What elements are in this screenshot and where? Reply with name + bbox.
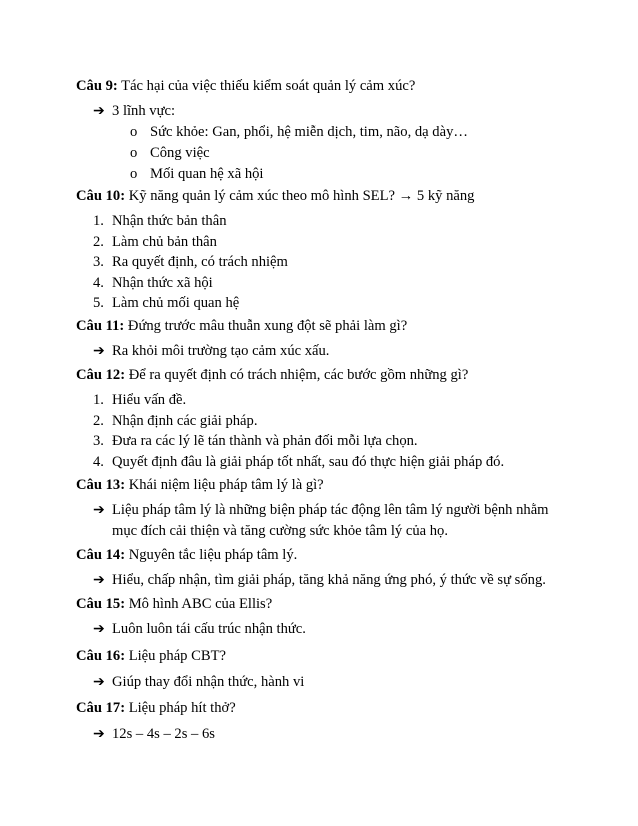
list-item-text: Làm chủ bản thân — [112, 233, 217, 250]
question-text: Tác hại của việc thiếu kiểm soát quản lý cảm xúc? — [117, 78, 416, 94]
question-label: Câu 14: — [76, 547, 126, 563]
answer-13 — [93, 500, 573, 542]
arrow-right-icon: ➔ — [93, 675, 105, 690]
list-item-text: Hiểu vấn đề. — [112, 392, 187, 408]
question-label: Câu 15: — [76, 596, 126, 612]
answer-9 — [93, 101, 573, 122]
list-item-text: Làm chủ mối quan hệ — [112, 295, 240, 311]
arrow-right-icon: → — [398, 188, 414, 204]
answer-text: Luôn luôn tái cấu trúc nhận thức. — [112, 621, 306, 637]
list-item-text: Nhận thức xã hội — [112, 274, 213, 291]
bullet-icon: o — [130, 145, 138, 161]
question-13 — [76, 476, 324, 494]
question-text: Để ra quyết định có trách nhiệm, các bước gồm những gì? — [125, 367, 469, 383]
question-17 — [76, 699, 236, 717]
answer-text-continued: mục đích cải thiện và tăng cường sức khỏe tâm lý của họ. — [112, 523, 448, 539]
arrow-right-icon: ➔ — [93, 503, 105, 518]
answer-text: 12s – 4s – 2s – 6s — [112, 726, 215, 742]
arrow-right-icon: ➔ — [93, 573, 105, 588]
question-text: Nguyên tắc liệu pháp tâm lý. — [125, 547, 298, 563]
question-text: Khái niệm liệu pháp tâm lý là gì? — [125, 477, 324, 493]
answer-text: Liệu pháp tâm lý là những biện pháp tác động lên tâm lý người bệnh nhằm — [112, 502, 549, 518]
list-item: 2. Nhận định các giải pháp. — [93, 412, 258, 429]
question-text: Mô hình ABC của Ellis? — [125, 596, 273, 612]
list-item: 2. Làm chủ bản thân — [93, 233, 217, 250]
bullet-icon: o — [130, 124, 138, 140]
sub-item-text: Công việc — [150, 145, 210, 161]
question-label: Câu 9: — [76, 78, 118, 94]
sub-item-text: Mối quan hệ xã hội — [150, 166, 264, 182]
question-text-after: 5 kỹ năng — [413, 188, 475, 204]
answer-15 — [93, 619, 573, 640]
question-15 — [76, 595, 272, 613]
question-label: Câu 10: — [76, 188, 126, 204]
list-item: 1. Hiểu vấn đề. — [93, 392, 187, 408]
list-item: 3. Ra quyết định, có trách nhiệm — [93, 254, 288, 270]
question-text: Kỹ năng quản lý cảm xúc theo mô hình SEL? — [125, 188, 399, 204]
list-item-text: Ra quyết định, có trách nhiệm — [112, 254, 288, 270]
list-item: 3. Đưa ra các lý lẽ tán thành và phản đối mỗi lựa chọn. — [93, 433, 418, 449]
list-item-text: Quyết định đâu là giải pháp tốt nhất, sau đó thực hiện giải pháp đó. — [112, 453, 505, 470]
sub-item — [130, 122, 468, 143]
list-item-text: Đưa ra các lý lẽ tán thành và phản đối mỗi lựa chọn. — [112, 433, 418, 449]
question-text: Đứng trước mâu thuẫn xung đột sẽ phải làm gì? — [124, 318, 408, 334]
list-item: 5. Làm chủ mối quan hệ — [93, 295, 240, 311]
question-label: Câu 11: — [76, 318, 125, 334]
question-14 — [76, 546, 297, 564]
sub-item-text: Sức khỏe: Gan, phổi, hệ miễn dịch, tim, não, dạ dày… — [150, 124, 468, 140]
answer-11 — [93, 341, 573, 362]
question-label: Câu 16: — [76, 648, 126, 664]
question-label: Câu 17: — [76, 700, 126, 716]
answer-text: 3 lĩnh vực: — [112, 103, 176, 119]
question-label: Câu 12: — [76, 367, 126, 383]
answer-16 — [93, 672, 573, 693]
sub-item — [130, 143, 210, 164]
question-11 — [76, 317, 407, 335]
question-text: Liệu pháp hít thở? — [125, 700, 236, 716]
answer-text: Ra khỏi môi trường tạo cảm xúc xấu. — [112, 343, 330, 359]
question-16 — [76, 647, 226, 665]
question-9 — [76, 77, 415, 95]
arrow-right-icon: ➔ — [93, 622, 105, 637]
list-item: 4. Nhận thức xã hội — [93, 274, 213, 291]
answer-14 — [93, 570, 573, 591]
question-12 — [76, 366, 468, 384]
question-label: Câu 13: — [76, 477, 126, 493]
list-item: 1. Nhận thức bản thân — [93, 213, 227, 229]
list-item: 4. Quyết định đâu là giải pháp tốt nhất, sau đó thực hiện giải pháp đó. — [93, 453, 505, 470]
bullet-icon: o — [130, 166, 138, 182]
list-item-text: Nhận định các giải pháp. — [112, 412, 258, 429]
sub-item — [130, 164, 264, 185]
arrow-right-icon: ➔ — [93, 727, 105, 742]
arrow-right-icon: ➔ — [93, 104, 105, 119]
question-10 — [76, 187, 474, 205]
answer-text: Giúp thay đổi nhận thức, hành vi — [112, 674, 305, 690]
list-item-text: Nhận thức bản thân — [112, 213, 227, 229]
answer-text: Hiểu, chấp nhận, tìm giải pháp, tăng khả năng ứng phó, ý thức về sự sống. — [112, 572, 546, 588]
answer-17 — [93, 724, 573, 745]
arrow-right-icon: ➔ — [93, 344, 105, 359]
question-text: Liệu pháp CBT? — [125, 648, 226, 664]
